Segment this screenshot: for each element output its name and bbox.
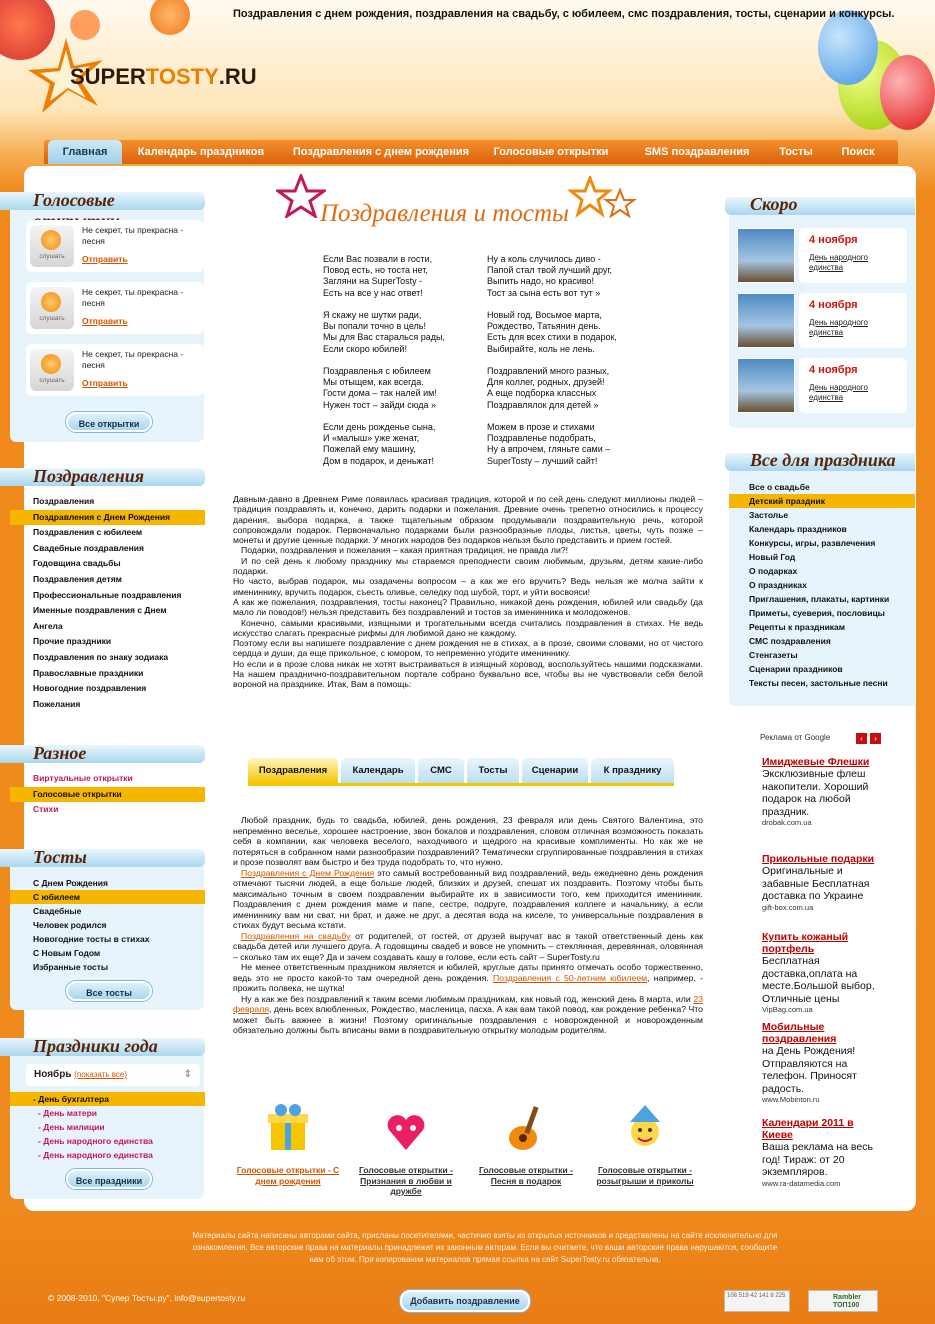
greetings-menu-item[interactable]: Пожелания [33,698,81,709]
all-toasts-button[interactable]: Все тосты [66,981,152,1001]
voice-card-love[interactable]: Голосовые открытки - Признания в любви и дружбе [354,1100,458,1197]
tab-content: Любой праздник, будь то свадьба, юбилей, день рождения, 23 февраля или день Святого Валентина, это непременно веселье, хорошее настроение, звон бокалов и поздравления, словом отличная возможность показать себя в компании, как человека веселого, находчивого и щедрого на красивые комплименты. Но как же не потеряться в собранном нами разнообразии поздравлений? Тематически сгруппированные поздравления в стихах и прозе позволят вам быстро и без труда подобрать то, что нужно. Поздравления с Днем Рождения это самый востребованный вид поздравлений, ведь ежедневно день рождения отмечают тысячи людей, а еще больше людей, близких и друзей, спешат их поздравить. Поэтому чтобы быть максимально точным в своем поздравлении выбирайте их в зависимости того, кем приходится именинник. Поздравления с днем рождения маме и папе, сестре, подруге, поздравления коллеге и начальнику, а если имениннику вам ни сват, ни брат, и даже не друг, а десятая вода на киселе, то универсальные поздравления в стихах будут весьма кстати. Поздравления на свадьбу от родителей, от гостей, от друзей выручат вас в такой ответственный день как свадьба детей или лучшего друга. А годовщины свадеб и вовсе не упомнить – стеклянная, деревянная, оловянная – сколько там их еще? Да и зачем создавать кашу в голове, если есть сайт – SuperTosty.ru Не менее ответственным праздником является и юбилей, круглые даты принято отмечать особо торжественно, ведь это не просто какой-то там очередной день рождения. Поздравления с 50-летним юбилеем, например, - прожить полвека, не шутка! Ну а как же без поздравлений к таким всеми любимым праздникам, как новый год, женский день 8 марта, или 23 февраля, день всех влюбленных, Рождество, масленица, пасха. А как вам такой повод, как рождение ребенка? Что может быть важнее в жизни! Поэтому оригинальные поздравления с новорожденной и новорожденным обязательно должны быть вписаны вами в поздравительную открытку молодым родителям. [233,815,704,1035]
poem-right: Ну а коль случилось диво - Папой стал твой лучший друг, Выпить надо, но красиво! Тост за сына есть вот тут » Новый год, Восьмое марта, Рождество, Татьянин день. Есть для всех стихи в подарок, Выбирайте, коль не лень. Поздравлений много разных, Для коллег, родных, друзей! А еще подборка классных Поздравлялок для детей » Можем в прозе и стихами Поздравленье подобрать, Ну а впрочем, гляньте сами – SuperTosty – лучший сайт! [487,254,617,466]
play-icon[interactable]: слушать [30,349,74,391]
voice-card-title: Не секрет, ты прекрасна - песня [82,287,184,308]
greetings-menu-item[interactable]: Поздравления по знаку зодиака [33,651,169,662]
guitar-icon [501,1100,551,1155]
soon-header [705,191,915,221]
misc-title: Разное [33,743,87,763]
monument-photo [737,293,795,348]
ad-item[interactable]: Имиджевые Флешки Эксклюзивные флеш накопители. Хороший подарок на любой праздник. drobak.com.ua [762,756,870,827]
add-greeting-button[interactable]: Добавить поздравление [400,1290,530,1312]
voice-card-song[interactable]: Голосовые открытки - Песня в подарок [474,1100,578,1186]
greetings-title: Поздравления [33,466,145,486]
feb23-link[interactable]: 23 февраля [233,993,703,1014]
voice-card-pranks[interactable]: Голосовые открытки - розыгрыши и приколы [593,1100,697,1186]
toasts-menu-item[interactable]: Новогодние тосты в стихах [33,934,150,944]
voice-card [26,220,204,272]
greetings-menu [0,494,205,712]
nav-voice-cards[interactable]: Голосовые открытки [493,146,609,158]
tab-scenarios[interactable]: Сценарии [522,758,588,784]
toasts-menu-item[interactable]: Избранные тосты [33,962,109,972]
misc-header [0,739,205,767]
party-menu-item[interactable]: СМС поздравления [749,636,831,646]
greetings-menu-item[interactable]: Поздравления [33,496,95,506]
ads-next-icon[interactable]: › [870,733,881,744]
monument-photo [737,228,795,283]
play-icon[interactable]: слушать [30,287,74,329]
greetings-menu-item[interactable]: Поздравления с юбилеем [33,527,143,538]
footer-disclaimer: Материалы сайта написаны авторами сайта, присланы посетителями, частично взяты из открытых источников и представлены на сайте исключительно для ознакомления. Все авторские права на материалы принадлежат их законным авторам. Если вы считаете, что ваши авторские права нарушаются, сообщите нам об этом. При копировании материалов прямая ссылка на сайт SuperTosty.ru обязательна. [192,1231,778,1264]
show-all-link[interactable]: (показать все) [74,1070,127,1079]
holiday-item[interactable]: - День бухгалтера [10,1092,205,1106]
greetings-menu-item[interactable]: Ангела [33,620,63,631]
month-select[interactable] [26,1064,200,1086]
party-title: Все для праздника [750,450,896,470]
star-icon [276,174,326,218]
holidays-header [0,1032,205,1060]
party-menu-item[interactable]: Стенгазеты [749,650,798,660]
soon-item[interactable]: 4 ноября День народного единства [737,293,907,348]
toasts-menu [0,876,205,974]
birthday-link[interactable]: Поздравления с Днем Рождения [241,867,375,878]
voice-card-send-link[interactable]: Отправить [82,378,128,388]
stars-icon [568,176,638,224]
party-menu-item[interactable]: Календарь праздников [749,524,847,534]
toasts-menu-item[interactable]: С Днем Рождения [33,878,108,888]
nav-sms[interactable]: SMS поздравления [644,146,750,158]
party-menu-item[interactable]: Застолье [749,510,789,520]
soon-item[interactable]: 4 ноября День народного единства [737,358,907,413]
greetings-menu-item[interactable]: Именные поздравления с Днем [33,605,167,616]
voice-card-send-link[interactable]: Отправить [82,254,128,264]
chevron-updown-icon: ⇕ [183,1069,192,1080]
decor-circle [70,10,100,40]
greetings-menu-item[interactable]: Свадебные поздравления [33,542,144,553]
balloon-icon [880,55,935,130]
tab-greetings[interactable]: Поздравления [248,758,338,784]
main-nav [44,140,898,164]
party-menu-item[interactable]: Конкурсы, игры, развлечения [749,538,876,548]
party-menu-item[interactable]: Приглашения, плакаты, картинки [749,594,890,604]
all-holidays-button[interactable]: Все праздники [66,1169,152,1189]
misc-menu-item[interactable]: Стихи [33,804,59,815]
misc-menu-item[interactable]: Голосовые открытки [10,787,205,803]
party-menu-item[interactable]: Все о свадьбе [749,482,810,492]
greetings-menu-item[interactable]: Новогодние поздравления [33,683,147,694]
rambler-badge[interactable]: Rambler ТОП100 [808,1290,878,1312]
voice-card-title: Не секрет, ты прекрасна - песня [82,349,184,370]
toasts-menu-item[interactable]: С юбилеем [10,890,205,904]
page-headline: Поздравления с днем рождения, поздравления на свадьбу, с юбилеем, смс поздравления, тосты, сценарии и конкурсы. [233,8,895,20]
toasts-menu-item[interactable]: Человек родился [33,920,107,930]
voice-card [26,344,204,396]
holiday-item[interactable]: - День матери [38,1108,98,1118]
greetings-menu-item[interactable]: Прочие праздники [33,636,112,647]
page-title: Поздравления и тосты [320,200,569,227]
nav-search[interactable]: Поиск [841,146,875,158]
voice-card-send-link[interactable]: Отправить [82,316,128,326]
ad-item[interactable]: Мобильные поздравления на День Рождения! Отправляются на телефон. Приносят радость. www.Mobinton.ru [762,1021,857,1104]
ads-label: Реклама от Google [760,733,831,742]
greetings-header [0,462,205,490]
voice-card [26,282,204,334]
party-menu [729,480,915,690]
greetings-menu-item[interactable]: Поздравления детям [33,573,122,584]
tab-holiday[interactable]: К празднику [591,758,674,784]
play-icon[interactable]: слушать [30,225,74,267]
jubilee-link[interactable]: Поздравления с 50-летним юбилеем [493,972,648,983]
misc-menu-item[interactable]: Виртуальные открытки [33,773,133,783]
voice-card-birthday[interactable]: Голосовые открытки - С днем рождения [236,1100,340,1186]
holiday-item[interactable]: - День народного единства [38,1136,153,1146]
gift-icon [263,1100,313,1155]
greetings-menu-item[interactable]: Поздравления с Днем Рождения [10,510,205,526]
nav-toasts[interactable]: Тосты [779,146,813,158]
nav-home[interactable]: Главная [48,140,122,164]
tab-sms[interactable]: СМС [418,758,464,784]
balloon-icon [818,10,878,85]
month-select-value: Ноябрь [34,1069,72,1080]
greetings-menu-item[interactable]: Православные праздники [33,667,144,678]
intro-text: Давным-давно в Древнем Риме появилась красивая традиция, которой и по сей день следуют миллионы людей – традиция поздравлять и, конечно, дарить подарки и пожелания. Древние очень трепетно относились к процессу дарения, выбора подарка, а также тщательным образом продумывали поздравительную речь, которой сопровождали подарок. Первоначально подарками были разнообразные плоды, листья, цветы, чуть позже – монеты и другие ценные подарки. У многих народов без подарков нельзя было представить и прием гостей. Подарки, поздравления и пожелания – какая приятная традиция, не правда ли?! И по сей день к любому празднику мы стараемся преподнести своим любимым, друзьям, детям какие-либо подарки. Но часто, выбрав подарок, мы озадачены вопросом – а как же его вручить? Ведь нельзя же молча зайти к имениннику, вручить подарок, съесть оливье, селедку под шубой, торт, и уйти восвояси! А как же пожелания, поздравления, тосты наконец? Правильно, никакой день рождения, юбилей или свадьбу (да мало ли поводов!) нельзя представить без поздравлений и тостов за именинника и молодоженов. Конечно, самыми красивыми, изящными и трогательными всегда считались поздравления в стихах. Не ведь искусство слагать прекрасные рифмы для любимой дано не каждому. Поэтому если вы напишете поздравление с днем рождения не в стихах, а в прозе, своими словами, но от чистого сердца и души, да еще прикольное, с юмором, то непременно угодите имениннику. Но если и в прозе слова никак не хотят выстраиваться в изящный хоровод, воспользуйтесь нашими подсказками. На нашем празднично-поздравительном портале собрано буквально все, чтобы вы не чувствовали себя белой вороной на празднике. Итак, Вам в помощь: [233,494,703,690]
tab-calendar[interactable]: Календарь [341,758,415,784]
party-menu-item[interactable]: О праздниках [749,580,807,590]
all-cards-button[interactable]: Все открытки [66,412,152,432]
poem-left: Если Вас позвали в гости, Повод есть, но тоста нет, Загляни на SuperTosty - Есть на все у нас ответ! Я скажу не шутки ради, Вы попали точно в цель! Мы для Вас старалься рады, Если скоро юбилей! Поздравленья с юбилеем Мы отыщем, как всегда. Гости дома – так налей им! Нужен тост – зайди сюда » Если день рожденье сына, И «малыш» уже женат, Пожелай ему машину, Дом в подарок, и деньжат! [323,254,445,466]
party-menu-item[interactable]: Детский праздник [729,494,915,508]
jester-icon [620,1100,670,1155]
ads-prev-icon[interactable]: ‹ [856,733,867,744]
tab-toasts[interactable]: Тосты [467,758,519,784]
party-menu-item[interactable]: О подарках [749,566,798,576]
site-logo[interactable]: SUPERTOSTY.RU [70,64,257,89]
soon-item[interactable]: 4 ноября День народного единства [737,228,907,283]
holiday-item[interactable]: - День милиции [38,1122,105,1132]
ad-item[interactable]: Прикольные подарки Оригинальные и забавные Бесплатная доставка по Украине gift-box.com.ua [762,853,875,912]
voice-card-title: Не секрет, ты прекрасна - песня [82,225,184,246]
footer-copyright: © 2008-2010, "Супер Тосты.ру", info@supertosty.ru [48,1293,246,1303]
misc-menu [0,771,205,818]
ad-item[interactable]: Купить кожаный портфель Бесплатная доставка,оплата на месте.Большой выбор, Отличные цены VipBag.com.ua [762,931,875,1014]
holidays-list [0,1092,205,1162]
holidays-title: Праздники года [33,1036,158,1056]
nav-calendar[interactable]: Календарь праздников [137,146,265,158]
toasts-header [0,843,205,871]
decor-circle [150,0,190,35]
party-menu-item[interactable]: Новый Год [749,552,796,562]
wedding-link[interactable]: Поздравления на свадьбу [241,930,351,941]
party-menu-item[interactable]: Сценарии праздников [749,664,843,674]
hearts-icon [381,1100,431,1155]
ad-item[interactable]: Календари 2011 в Киеве Ваша реклама на весь год! Тираж: от 20 экземпляров. www.ra-datamedia.com [762,1117,873,1188]
counter-badge[interactable]: 108 519 42 141 8 225 [724,1290,790,1312]
voice-cards-header [0,186,205,214]
party-menu-item[interactable]: Тексты песен, застольные песни [749,678,888,688]
holiday-item[interactable]: - День народного единства [38,1150,153,1160]
tabs-divider [248,783,674,786]
party-menu-item[interactable]: Приметы, суеверия, пословицы [749,608,885,618]
greetings-menu-item[interactable]: Профессиональные поздравления [33,589,182,600]
nav-birthday[interactable]: Поздравления с днем рождения [292,146,470,158]
toasts-menu-item[interactable]: С Новым Годом [33,948,101,958]
monument-photo [737,358,795,413]
party-header [705,447,915,477]
toasts-title: Тосты [33,847,87,867]
soon-title: Скоро [750,194,798,214]
toasts-menu-item[interactable]: Свадебные [33,906,82,916]
greetings-menu-item[interactable]: Годовщина свадьбы [33,558,121,569]
voice-cards-title: Голосовые [33,190,115,210]
party-menu-item[interactable]: Рецепты к праздникам [749,622,846,632]
